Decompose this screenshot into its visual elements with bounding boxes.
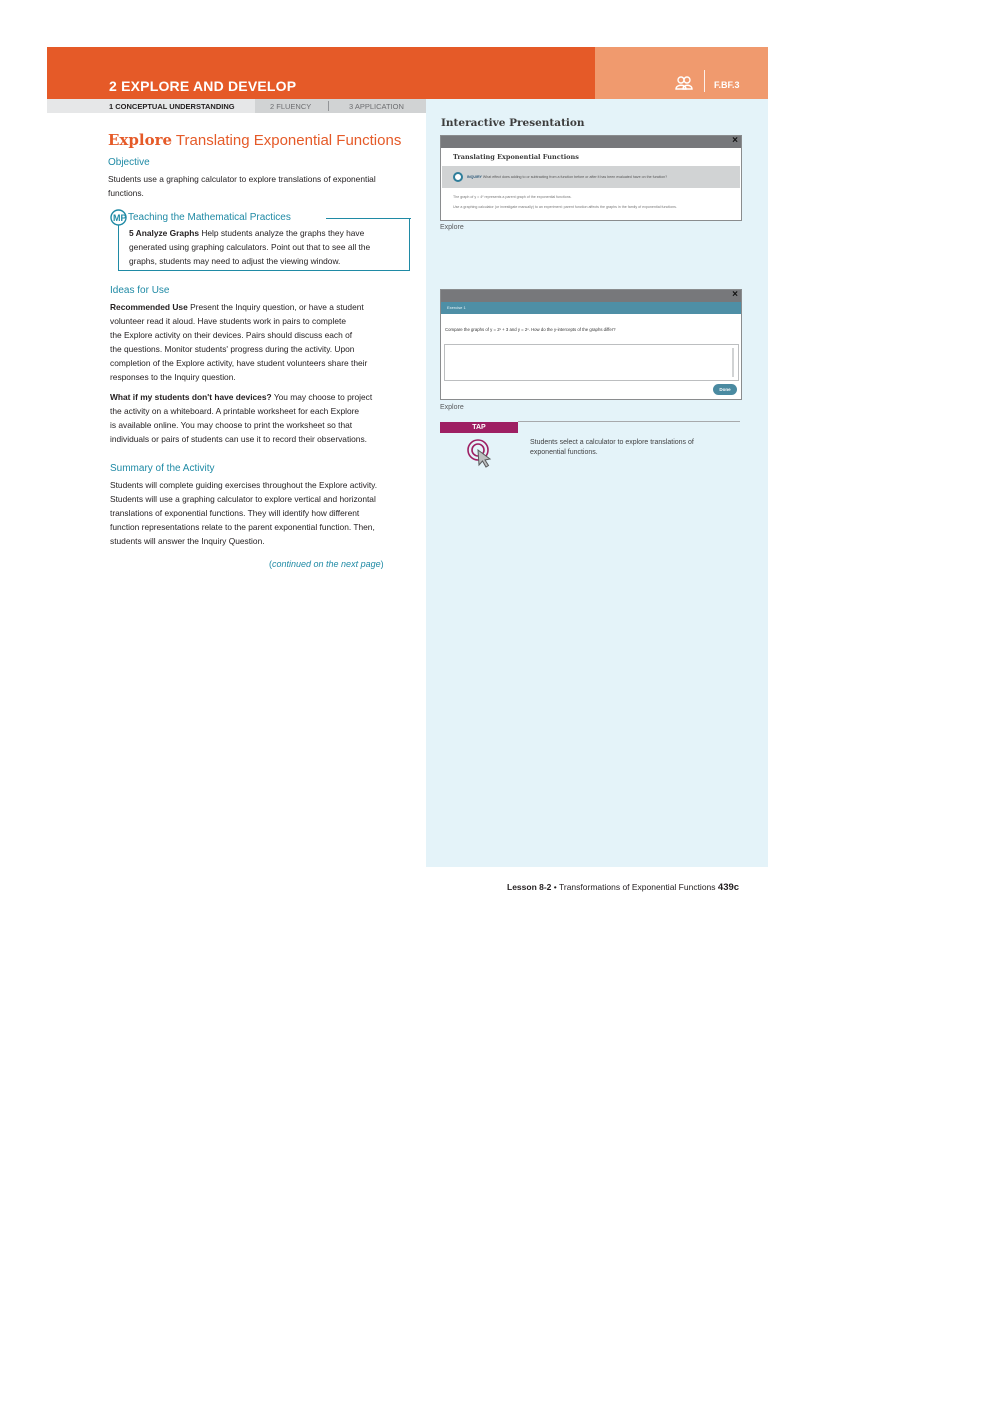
tab-conceptual-understanding[interactable]: 1 CONCEPTUAL UNDERSTANDING bbox=[109, 102, 235, 111]
answer-textarea[interactable] bbox=[444, 344, 739, 381]
header-divider bbox=[704, 70, 705, 92]
objective-text: Students use a graphing calculator to explore translations of exponential functions. bbox=[108, 174, 376, 198]
tap-description: Students select a calculator to explore translations of exponential functions. bbox=[530, 439, 694, 456]
mp-icon-label: MP bbox=[113, 213, 127, 223]
screen-1-line-2: Use a graphing calculator (or investigate manually) to an experiment: parent function affects the graphs in the family of exponential functions. bbox=[453, 205, 677, 209]
screen-1-title: Translating Exponential Functions bbox=[453, 153, 579, 161]
done-button[interactable]: Done bbox=[713, 384, 737, 395]
explore-heading: Explore Translating Exponential Functions bbox=[108, 131, 402, 149]
tap-badge: TAP bbox=[440, 422, 518, 433]
practices-text: 5 Analyze Graphs Help students analyze the graphs they have generated using graphing calculators. Point out that to see all the graphs, students may need to adjust the viewing window. bbox=[129, 228, 371, 266]
summary-text: Students will complete guiding exercises throughout the Explore activity. Students will use a graphing calculator to explore vertical and horizontal translations of exponential functions. They will identify how different function representations relate to the parent exponential function. Then, students will answer the Inquiry Question. bbox=[110, 480, 378, 546]
summary-heading: Summary of the Activity bbox=[110, 463, 215, 474]
recommended-use-text: Recommended Use Present the Inquiry question, or have a student volunteer read it aloud. Have students work in pairs to complete the Explore activity on their devices. Pairs should discuss each of the questions. Monitor students' progress during the activity. Upon completion of the Explore activity, have student volunteers share their responses to the Inquiry question. bbox=[110, 302, 368, 382]
practices-heading: Teaching the Mathematical Practices bbox=[128, 212, 291, 223]
screen-1-line-1: The graph of y = 4ˣ represents a parent graph of the exponential functions. bbox=[453, 195, 572, 199]
tab-application[interactable]: 3 APPLICATION bbox=[349, 102, 404, 111]
inquiry-text: INQUIRY What effect does adding to or subtracting from a function before or after it has been evaluated have on the function? bbox=[467, 175, 668, 179]
practices-box-rule bbox=[326, 218, 411, 219]
screen-1-caption: Explore bbox=[440, 224, 464, 231]
tap-rule bbox=[518, 421, 740, 422]
standard-code: F.BF.3 bbox=[714, 80, 740, 90]
close-icon[interactable]: × bbox=[732, 135, 738, 146]
page-number: 439c bbox=[717, 882, 740, 893]
tap-cursor-icon bbox=[466, 438, 494, 468]
inquiry-icon bbox=[453, 172, 463, 182]
screen-1-titlebar bbox=[441, 136, 741, 148]
continued-note: (continued on the next page) bbox=[269, 559, 384, 569]
exercise-header: Exercise 1 bbox=[441, 302, 741, 314]
screen-2-titlebar bbox=[441, 290, 741, 302]
close-icon[interactable]: × bbox=[732, 289, 738, 300]
screen-2-caption: Explore bbox=[440, 404, 464, 411]
ideas-heading: Ideas for Use bbox=[110, 285, 170, 296]
explore-screen-2[interactable] bbox=[440, 289, 742, 400]
tab-separator bbox=[328, 101, 329, 111]
no-devices-text: What if my students don't have devices? You may choose to project the activity on a whiteboard. A printable worksheet for each Explore is available online. You may choose to print the worksheet so that individuals or pairs of students can use it to record their observations. bbox=[110, 392, 373, 444]
group-icon bbox=[675, 76, 693, 90]
objective-heading: Objective bbox=[108, 157, 150, 168]
tab-fluency[interactable]: 2 FLUENCY bbox=[270, 102, 312, 111]
page-footer: Lesson 8-2 • Transformations of Exponential Functions 439c bbox=[507, 882, 740, 893]
standard-header-band bbox=[595, 47, 768, 99]
explore-screen-1[interactable] bbox=[440, 135, 742, 221]
interactive-presentation-title: Interactive Presentation bbox=[441, 117, 585, 129]
mp-icon bbox=[110, 209, 129, 226]
exercise-question: Compare the graphs of y = 2ˣ + 3 and y = 2ˣ. How do the y-intercepts of the graphs differ? bbox=[445, 327, 616, 332]
section-title: 2 EXPLORE AND DEVELOP bbox=[109, 78, 297, 94]
